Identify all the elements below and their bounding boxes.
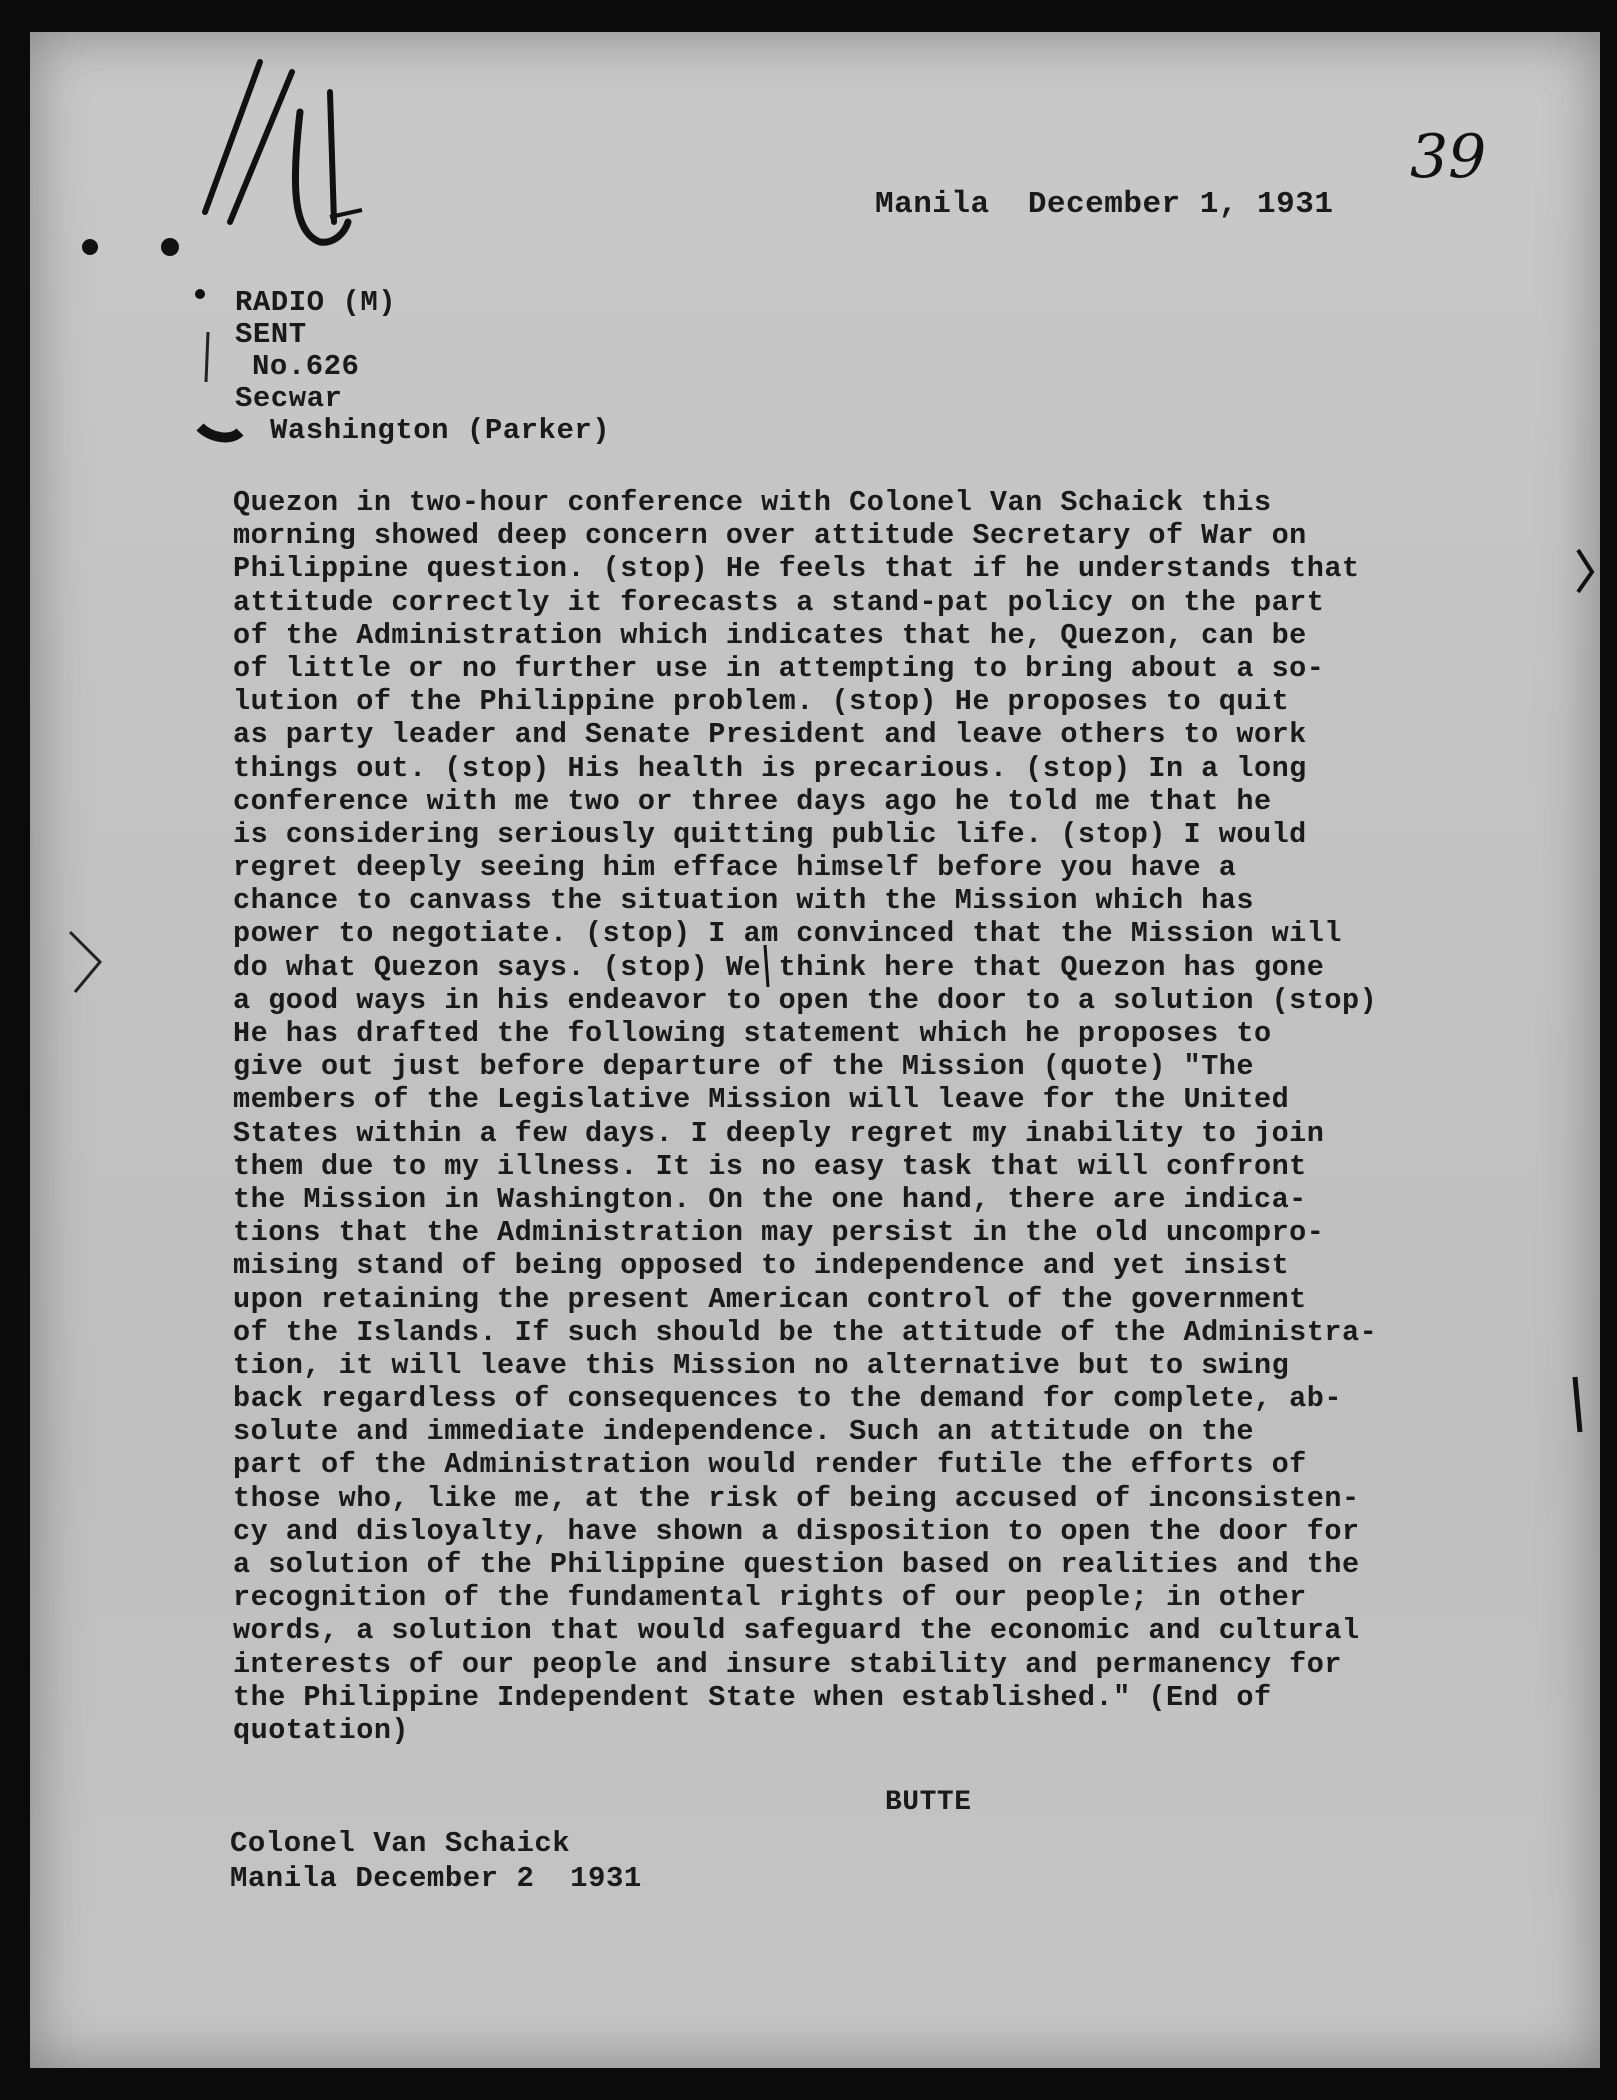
body-line: regret deeply seeing him efface himself before you have a bbox=[233, 851, 1237, 885]
body-line: of little or no further use in attempting to bring about a so- bbox=[233, 651, 1325, 685]
closing-sender: Colonel Van Schaick bbox=[230, 1827, 571, 1860]
message-body bbox=[233, 486, 1377, 1747]
header-sent: SENT bbox=[235, 318, 307, 351]
body-line: mising stand of being opposed to independence and yet insist bbox=[233, 1249, 1290, 1283]
body-line: is considering seriously quitting public life. (stop) I would bbox=[233, 817, 1307, 851]
body-line: a good ways in his endeavor to open the door to a solution (stop) bbox=[233, 983, 1378, 1017]
body-line: as party leader and Senate President and leave others to work bbox=[233, 718, 1307, 752]
body-line: morning showed deep concern over attitude Secretary of War on bbox=[233, 519, 1307, 553]
body-line: cy and disloyalty, have shown a disposition to open the door for bbox=[233, 1514, 1360, 1548]
body-line: upon retaining the present American control of the government bbox=[233, 1282, 1307, 1316]
body-line: tions that the Administration may persist in the old uncompro- bbox=[233, 1216, 1325, 1250]
dateline: Manila December 1, 1931 bbox=[875, 187, 1334, 222]
header-number: No.626 bbox=[252, 350, 360, 383]
body-line: Philippine question. (stop) He feels that if he understands that bbox=[233, 552, 1360, 586]
body-line: attitude correctly it forecasts a stand-pat policy on the part bbox=[233, 585, 1325, 619]
body-line: a solution of the Philippine question based on realities and the bbox=[233, 1548, 1360, 1581]
body-line: give out just before departure of the Mission (quote) "The bbox=[233, 1050, 1254, 1084]
body-line: part of the Administration would render futile the efforts of bbox=[233, 1448, 1307, 1482]
header-radio: RADIO (M) bbox=[235, 286, 397, 319]
body-line: things out. (stop) His health is precarious. (stop) In a long bbox=[233, 751, 1307, 785]
body-line: tion, it will leave this Mission no alternative but to swing bbox=[233, 1348, 1290, 1382]
body-line: power to negotiate. (stop) I am convinced that the Mission will bbox=[233, 917, 1342, 951]
body-line: recognition of the fundamental rights of our people; in other bbox=[233, 1581, 1307, 1615]
body-line: the Mission in Washington. On the one hand, there are indica- bbox=[233, 1182, 1307, 1216]
closing-date: Manila December 2 1931 bbox=[230, 1862, 642, 1895]
header-recipient: Secwar bbox=[235, 382, 343, 415]
signature: BUTTE bbox=[885, 1787, 972, 1818]
body-line: chance to canvass the situation with the Mission which has bbox=[233, 884, 1254, 918]
header-destination: Washington (Parker) bbox=[270, 414, 611, 447]
body-line: interests of our people and insure stability and permanency for bbox=[233, 1647, 1342, 1681]
body-line: back regardless of consequences to the demand for complete, ab- bbox=[233, 1382, 1342, 1416]
body-line: conference with me two or three days ago he told me that he bbox=[233, 784, 1272, 818]
body-line: them due to my illness. It is no easy task that will confront bbox=[233, 1149, 1307, 1183]
page-number: 39 bbox=[1410, 122, 1487, 192]
body-line: members of the Legislative Mission will leave for the United bbox=[233, 1083, 1290, 1117]
body-line: the Philippine Independent State when established." (End of bbox=[233, 1680, 1272, 1714]
body-line: Quezon in two-hour conference with Colonel Van Schaick this bbox=[233, 486, 1272, 519]
body-line: do what Quezon says. (stop) We think here that Quezon has gone bbox=[233, 950, 1325, 984]
body-line: He has drafted the following statement which he proposes to bbox=[233, 1017, 1272, 1050]
body-line: of the Islands. If such should be the attitude of the Administra- bbox=[233, 1315, 1378, 1349]
body-line: lution of the Philippine problem. (stop) He proposes to quit bbox=[233, 685, 1290, 719]
body-line: quotation) bbox=[233, 1713, 410, 1747]
body-line: words, a solution that would safeguard the economic and cultural bbox=[233, 1614, 1360, 1648]
body-line: of the Administration which indicates that he, Quezon, can be bbox=[233, 618, 1307, 652]
body-line: those who, like me, at the risk of being accused of inconsisten- bbox=[233, 1481, 1360, 1515]
body-line: solute and immediate independence. Such an attitude on the bbox=[233, 1415, 1254, 1449]
body-line: States within a few days. I deeply regret my inability to join bbox=[233, 1116, 1325, 1150]
document-page bbox=[30, 32, 1600, 2068]
